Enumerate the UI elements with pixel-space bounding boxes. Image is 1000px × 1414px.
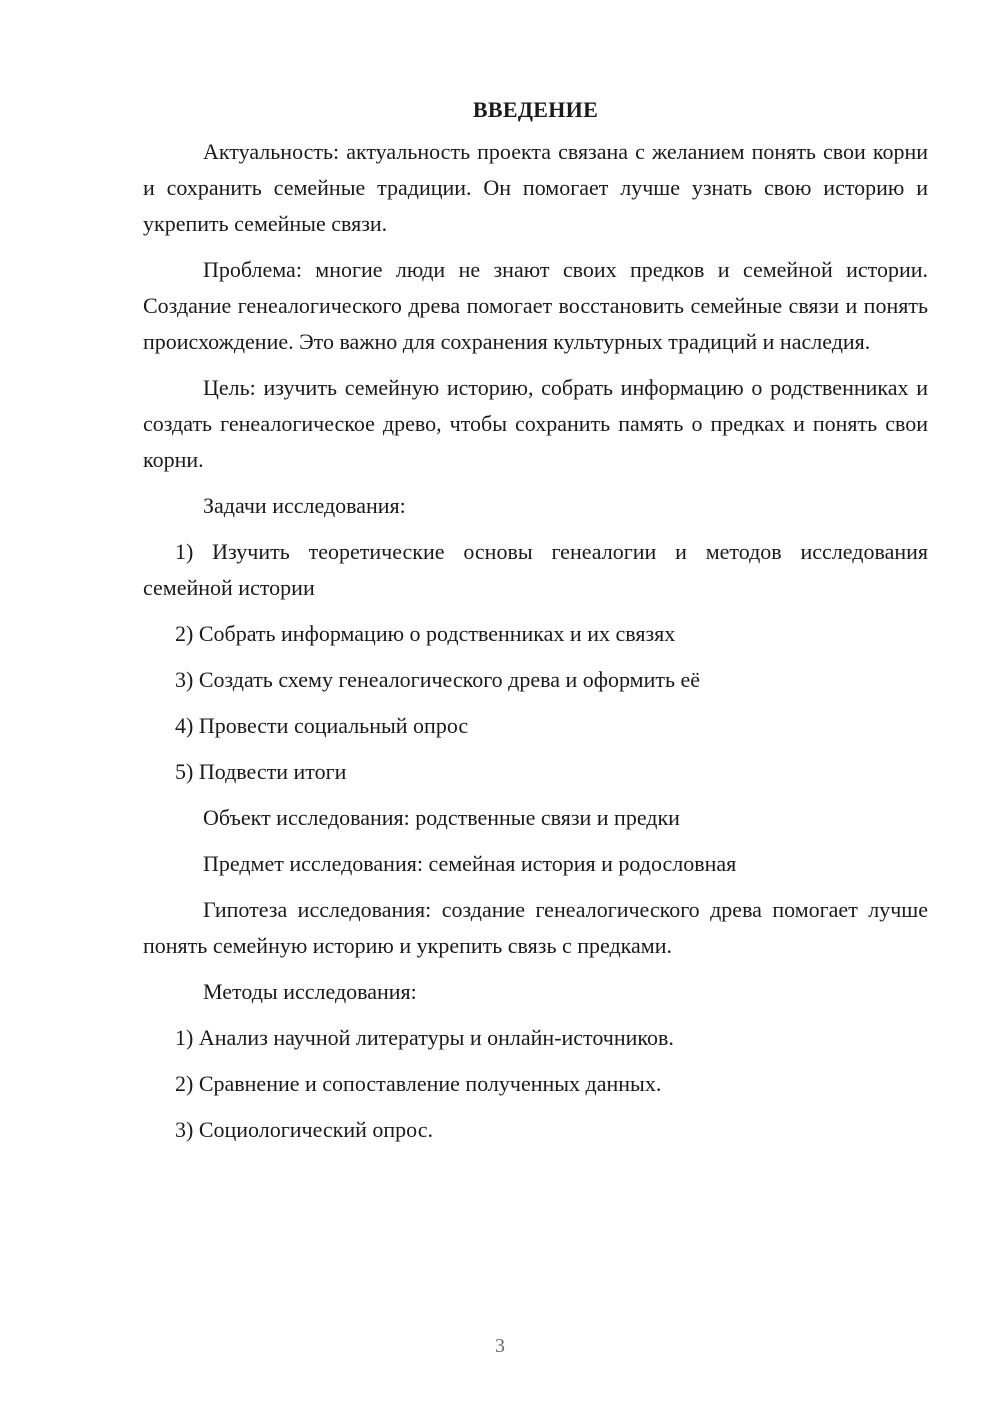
research-hypothesis: Гипотеза исследования: создание генеалогического древа помогает лучше понять семейную историю и укрепить связь с предками.: [143, 897, 928, 958]
task-item-1: 1) Изучить теоретические основы генеалогии и методов исследования семейной истории: [143, 539, 928, 600]
task-item-4: 4) Провести социальный опрос: [175, 713, 469, 738]
research-object: Объект исследования: родственные связи и предки: [203, 805, 680, 830]
page-content: [143, 92, 928, 1158]
method-item-1: 1) Анализ научной литературы и онлайн-источников.: [175, 1025, 674, 1050]
page-number: 3: [495, 1335, 505, 1357]
task-item-3: 3) Создать схему генеалогического древа и оформить её: [175, 667, 701, 692]
page-title: ВВЕДЕНИЕ: [472, 97, 599, 122]
research-subject: Предмет исследования: семейная история и родословная: [203, 851, 737, 876]
method-item-2: 2) Сравнение и сопоставление полученных данных.: [175, 1071, 662, 1096]
goal-paragraph: Цель: изучить семейную историю, собрать информацию о родственниках и создать генеалогическое древо, чтобы сохранить память о предках и понять свои корни.: [143, 375, 928, 472]
methods-heading: Методы исследования:: [203, 979, 417, 1004]
task-item-5: 5) Подвести итоги: [175, 759, 347, 784]
problem-paragraph: Проблема: многие люди не знают своих предков и семейной истории. Создание генеалогического древа помогает восстановить семейные связи и понять происхождение. Это важно для сохранения культурных традиций и наследия.: [143, 257, 928, 354]
method-item-3: 3) Социологический опрос.: [175, 1117, 433, 1142]
relevance-paragraph: Актуальность: актуальность проекта связана с желанием понять свои корни и сохранить семейные традиции. Он помогает лучше узнать свою историю и укрепить семейные связи.: [143, 139, 928, 236]
task-item-2: 2) Собрать информацию о родственниках и их связях: [175, 621, 676, 646]
tasks-heading: Задачи исследования:: [203, 493, 406, 518]
